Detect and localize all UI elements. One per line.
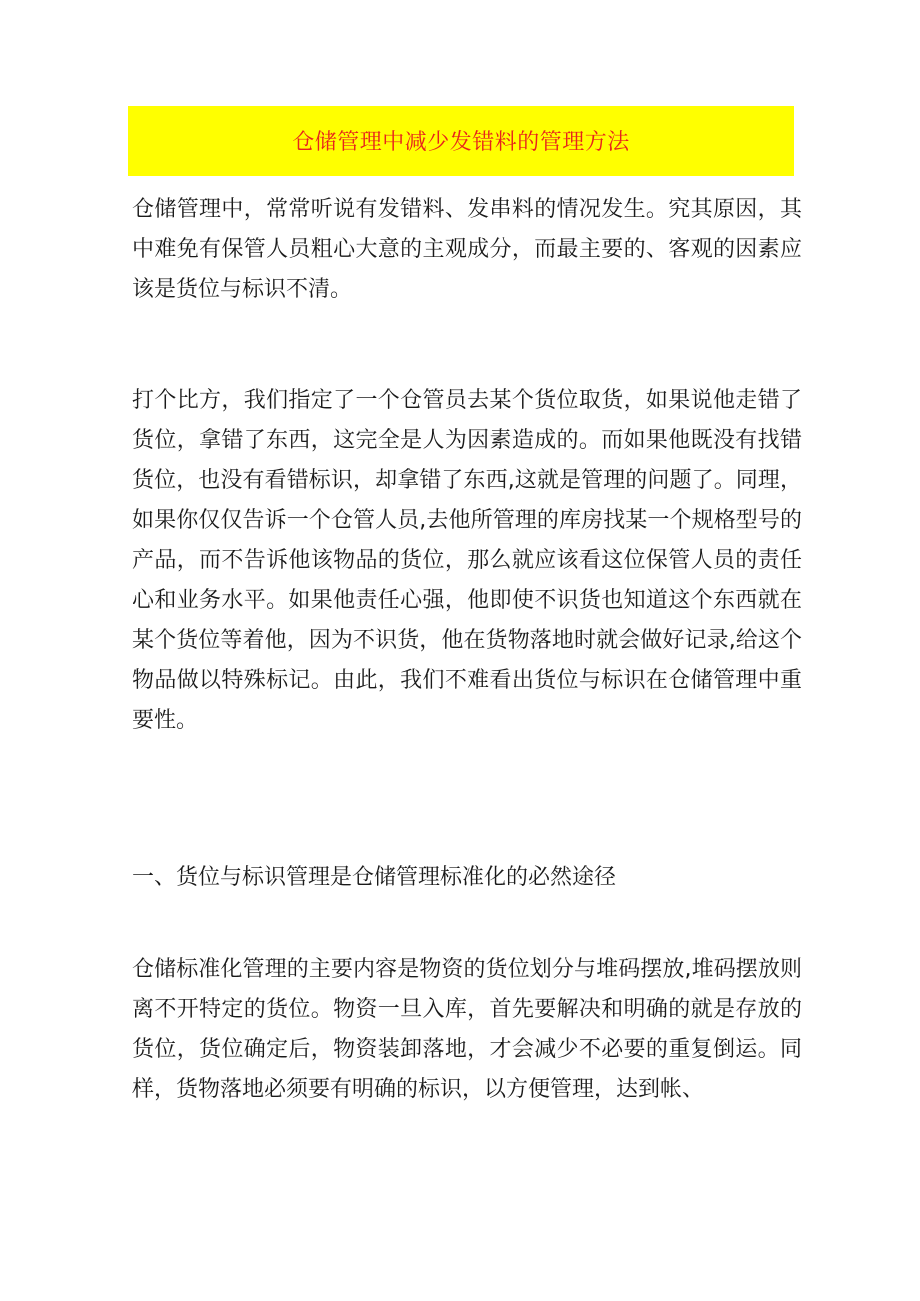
paragraph-intro: 仓储管理中，常常听说有发错料、发串料的情况发生。究其原因，其中难免有保管人员粗心大意的主观成分，而最主要的、客观的因素应该是货位与标识不清。 [132, 197, 802, 302]
title-highlight-band [128, 106, 794, 176]
section-heading-1: 一、货位与标识管理是仓储管理标准化的必然途径 [132, 865, 617, 890]
paragraph-example: 打个比方，我们指定了一个仓管员去某个货位取货，如果说他走错了货位，拿错了东西，这完全是人为因素造成的。而如果他既没有找错货位，也没有看错标识，却拿错了东西,这就是管理的问题了。同理，如果你仅仅告诉一个仓管人员,去他所管理的库房找某一个规格型号的产品，而不告诉他该物品的货位，那么就应该看这位保管人员的责任心和业务水平。如果他责任心强，他即使不识货也知道这个东西就在某个货位等着他，因为不识货，他在货物落地时就会做好记录,给这个物品做以特殊标记。由此，我们不难看出货位与标识在仓储管理中重要性。 [132, 388, 802, 733]
document-title: 仓储管理中减少发错料的管理方法 [292, 130, 630, 155]
paragraph-standardization: 仓储标准化管理的主要内容是物资的货位划分与堆码摆放,堆码摆放则离不开特定的货位。物资一旦入库，首先要解决和明确的就是存放的货位，货位确定后，物资装卸落地，才会减少不必要的重复倒运。同样，货物落地必须要有明确的标识，以方便管理，达到帐、 [132, 957, 802, 1102]
